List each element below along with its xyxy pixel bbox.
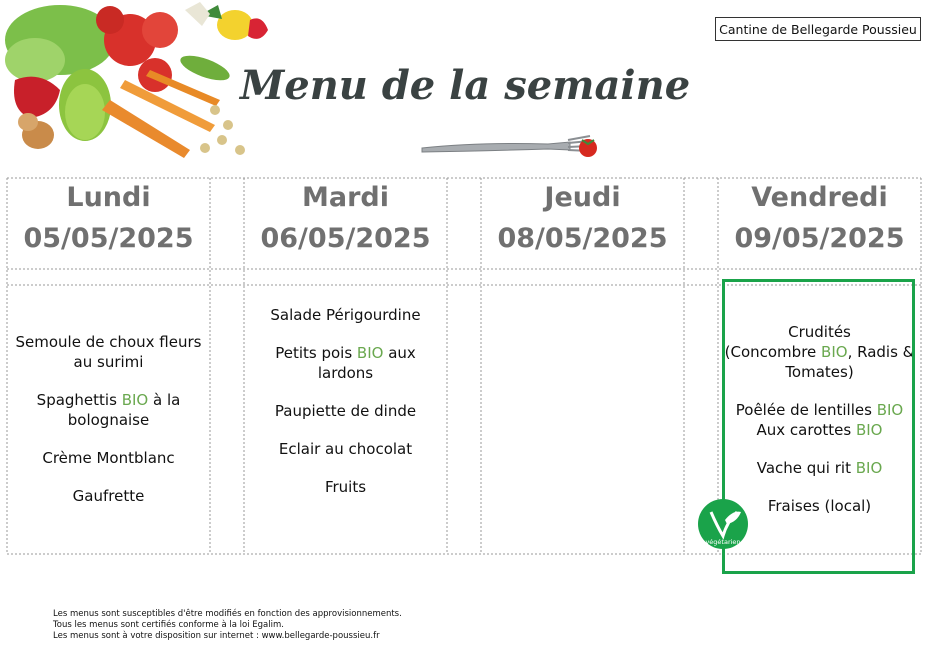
dish-line	[7, 410, 210, 430]
dish-item	[7, 390, 210, 430]
bio-label: BIO	[821, 343, 848, 361]
dish-line	[7, 486, 210, 506]
day-date: 05/05/2025	[23, 223, 194, 254]
dish-text: Spaghettis	[36, 391, 122, 409]
dish-text: Poêlée de lentilles	[735, 401, 877, 419]
footer-notes	[53, 609, 402, 642]
day-header-mardi	[244, 177, 447, 259]
dish-text: lardons	[317, 364, 374, 382]
badge-label: végétarien	[705, 538, 741, 546]
dishes-mardi	[244, 305, 447, 515]
dish-line	[7, 390, 210, 410]
day-date: 08/05/2025	[497, 223, 668, 254]
day-date: 06/05/2025	[260, 223, 431, 254]
dish-line	[244, 439, 447, 459]
day-header-vendredi	[718, 177, 921, 259]
dish-text: Salade Périgourdine	[270, 306, 421, 324]
dish-text: Fruits	[324, 478, 367, 496]
footer-line: Les menus sont susceptibles d'être modifiés en fonction des approvisionnements.	[53, 609, 402, 619]
dish-line	[7, 448, 210, 468]
dish-text: Gaufrette	[72, 487, 145, 505]
footer-line: Tous les menus sont certifiés conforme à la loi Egalim.	[53, 620, 284, 630]
page-title: Menu de la semaine	[240, 62, 691, 109]
dish-item	[244, 477, 447, 497]
bio-label: BIO	[876, 401, 904, 419]
dish-text: à la	[148, 391, 181, 409]
vegetarian-badge-icon	[697, 498, 749, 550]
dish-text: (Concombre	[724, 343, 822, 361]
bio-label: BIO	[356, 344, 384, 362]
dish-item	[244, 439, 447, 459]
dish-line	[7, 352, 210, 372]
footer-line: Les menus sont à votre disposition sur internet : www.bellegarde-poussieu.fr	[53, 631, 380, 641]
dish-text: bolognaise	[67, 411, 150, 429]
dish-text: Crudités	[788, 323, 851, 341]
day-name: Mardi	[302, 182, 389, 213]
day-name: Lundi	[66, 182, 151, 213]
canteen-name-box: Cantine de Bellegarde Poussieu	[715, 17, 921, 41]
dish-line	[244, 363, 447, 383]
bio-label: BIO	[855, 459, 883, 477]
day-header-jeudi	[481, 177, 684, 259]
dish-item	[7, 486, 210, 506]
dish-text: , Radis &	[847, 343, 915, 361]
dish-item	[244, 401, 447, 421]
dish-text: Paupiette de dinde	[274, 402, 417, 420]
dish-line	[7, 332, 210, 352]
bio-label: BIO	[855, 421, 883, 439]
vegetarian-day-highlight	[722, 279, 915, 574]
dish-item	[244, 305, 447, 325]
dish-text: Aux carottes	[756, 421, 856, 439]
dish-line	[244, 401, 447, 421]
dish-text: Petits pois	[275, 344, 357, 362]
dish-item	[244, 343, 447, 383]
day-name: Vendredi	[751, 182, 888, 213]
dish-item	[7, 332, 210, 372]
dish-line	[244, 477, 447, 497]
dish-text: Vache qui rit	[756, 459, 856, 477]
day-name: Jeudi	[544, 182, 621, 213]
day-date: 09/05/2025	[734, 223, 905, 254]
dish-line	[244, 343, 447, 363]
dish-text: Tomates)	[785, 363, 854, 381]
dish-item	[7, 448, 210, 468]
dish-text: au surimi	[73, 353, 144, 371]
dish-text: Eclair au chocolat	[278, 440, 413, 458]
dish-text: Semoule de choux fleurs	[15, 333, 202, 351]
bio-label: BIO	[121, 391, 149, 409]
dish-text: aux	[383, 344, 416, 362]
day-header-lundi	[7, 177, 210, 259]
dish-text: Crème Montblanc	[42, 449, 175, 467]
dish-line	[244, 305, 447, 325]
dish-text: Fraises (local)	[767, 497, 872, 515]
dishes-lundi	[7, 332, 210, 524]
